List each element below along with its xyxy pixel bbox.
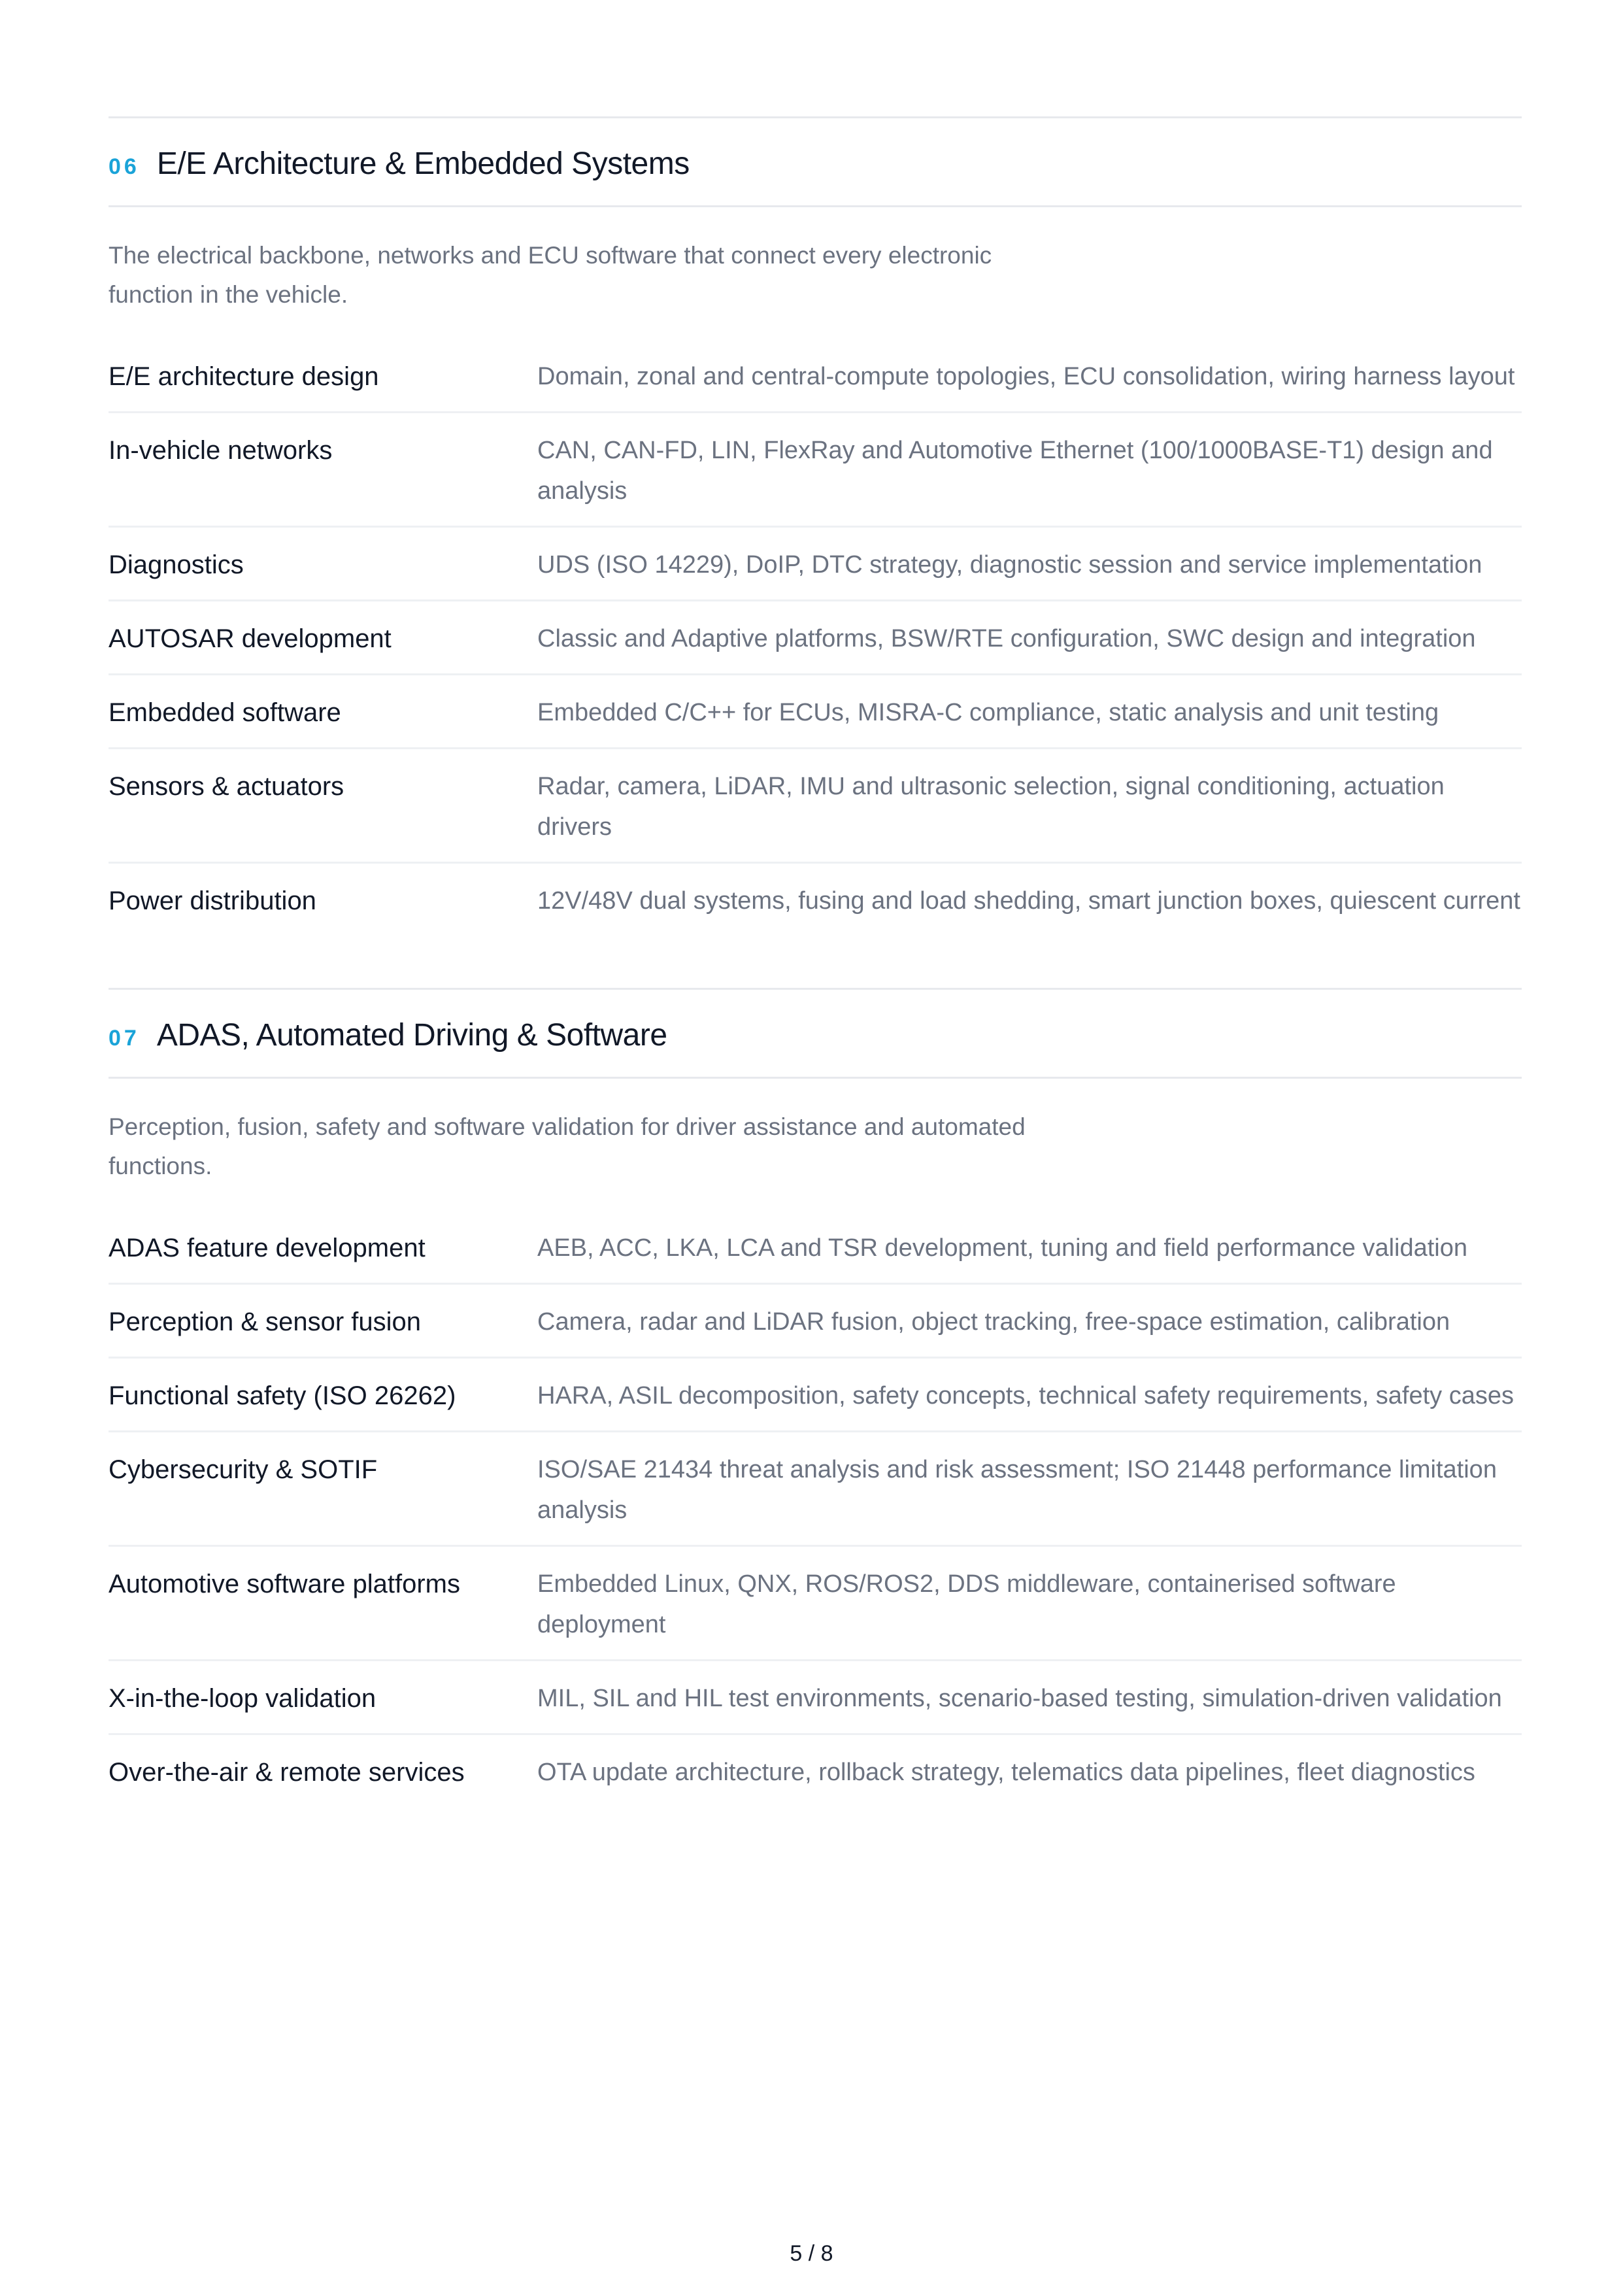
table-row <box>109 528 1522 601</box>
row-label: X-in-the-loop validation <box>109 1684 376 1713</box>
section-adas <box>109 988 1522 1807</box>
table-row <box>109 864 1522 936</box>
row-label: ADAS feature development <box>109 1234 426 1262</box>
row-description: UDS (ISO 14229), DoIP, DTC strategy, diagnostic session and service implementation <box>537 551 1482 579</box>
section-number: 06 <box>109 154 140 179</box>
row-description: CAN, CAN-FD, LIN, FlexRay and Automotive Ethernet (100/1000BASE-T1) design and analysis <box>537 437 1493 505</box>
table-row <box>109 413 1522 528</box>
row-description: Camera, radar and LiDAR fusion, object tracking, free-space estimation, calibration <box>537 1308 1450 1336</box>
row-description: OTA update architecture, rollback strategy, telematics data pipelines, fleet diagnostics <box>537 1759 1475 1786</box>
row-label: AUTOSAR development <box>109 624 392 653</box>
row-description: 12V/48V dual systems, fusing and load shedding, smart junction boxes, quiescent current <box>537 887 1520 915</box>
row-description: HARA, ASIL decomposition, safety concepts, technical safety requirements, safety cases <box>537 1382 1514 1410</box>
table-row <box>109 1661 1522 1735</box>
row-description: Embedded Linux, QNX, ROS/ROS2, DDS middleware, containerised software deployment <box>537 1570 1396 1638</box>
row-description: ISO/SAE 21434 threat analysis and risk assessment; ISO 21448 performance limitation analysis <box>537 1456 1497 1524</box>
row-description: MIL, SIL and HIL test environments, scenario-based testing, simulation-driven validation <box>537 1685 1502 1712</box>
row-description: Radar, camera, LiDAR, IMU and ultrasonic selection, signal conditioning, actuation drivers <box>537 773 1445 841</box>
section-ee-architecture <box>109 116 1522 936</box>
section-intro: Perception, fusion, safety and software validation for driver assistance and automated functions. <box>109 1113 1026 1179</box>
capability-table <box>109 1211 1522 1807</box>
section-title: ADAS, Automated Driving & Software <box>156 1018 667 1053</box>
section-header <box>109 118 1522 207</box>
table-row <box>109 675 1522 749</box>
table-row <box>109 1432 1522 1547</box>
row-label: In-vehicle networks <box>109 436 333 465</box>
section-header <box>109 990 1522 1079</box>
table-row <box>109 1285 1522 1359</box>
section-intro: The electrical backbone, networks and ECU software that connect every electronic function in the vehicle. <box>109 242 992 308</box>
row-label: Over-the-air & remote services <box>109 1758 465 1787</box>
table-row <box>109 601 1522 675</box>
row-description: AEB, ACC, LKA, LCA and TSR development, tuning and field performance validation <box>537 1234 1468 1262</box>
row-description: Domain, zonal and central-compute topologies, ECU consolidation, wiring harness layout <box>537 363 1515 390</box>
page-number: 5 / 8 <box>790 2241 833 2266</box>
section-number: 07 <box>109 1026 140 1051</box>
row-description: Embedded C/C++ for ECUs, MISRA-C compliance, static analysis and unit testing <box>537 699 1439 726</box>
section-title: E/E Architecture & Embedded Systems <box>156 146 690 181</box>
row-label: Perception & sensor fusion <box>109 1308 422 1336</box>
row-label: Power distribution <box>109 886 316 915</box>
table-row <box>109 1735 1522 1807</box>
table-row <box>109 1211 1522 1285</box>
row-label: Sensors & actuators <box>109 772 344 801</box>
table-row <box>109 1547 1522 1661</box>
row-label: Embedded software <box>109 698 341 727</box>
row-label: Cybersecurity & SOTIF <box>109 1455 378 1484</box>
row-label: Functional safety (ISO 26262) <box>109 1381 456 1410</box>
row-label: Diagnostics <box>109 550 244 579</box>
row-label: Automotive software platforms <box>109 1570 460 1598</box>
row-description: Classic and Adaptive platforms, BSW/RTE configuration, SWC design and integration <box>537 625 1476 652</box>
document-page <box>109 116 1522 1807</box>
table-row <box>109 749 1522 864</box>
capability-table <box>109 339 1522 936</box>
row-label: E/E architecture design <box>109 362 379 391</box>
table-row <box>109 339 1522 413</box>
table-row <box>109 1359 1522 1432</box>
